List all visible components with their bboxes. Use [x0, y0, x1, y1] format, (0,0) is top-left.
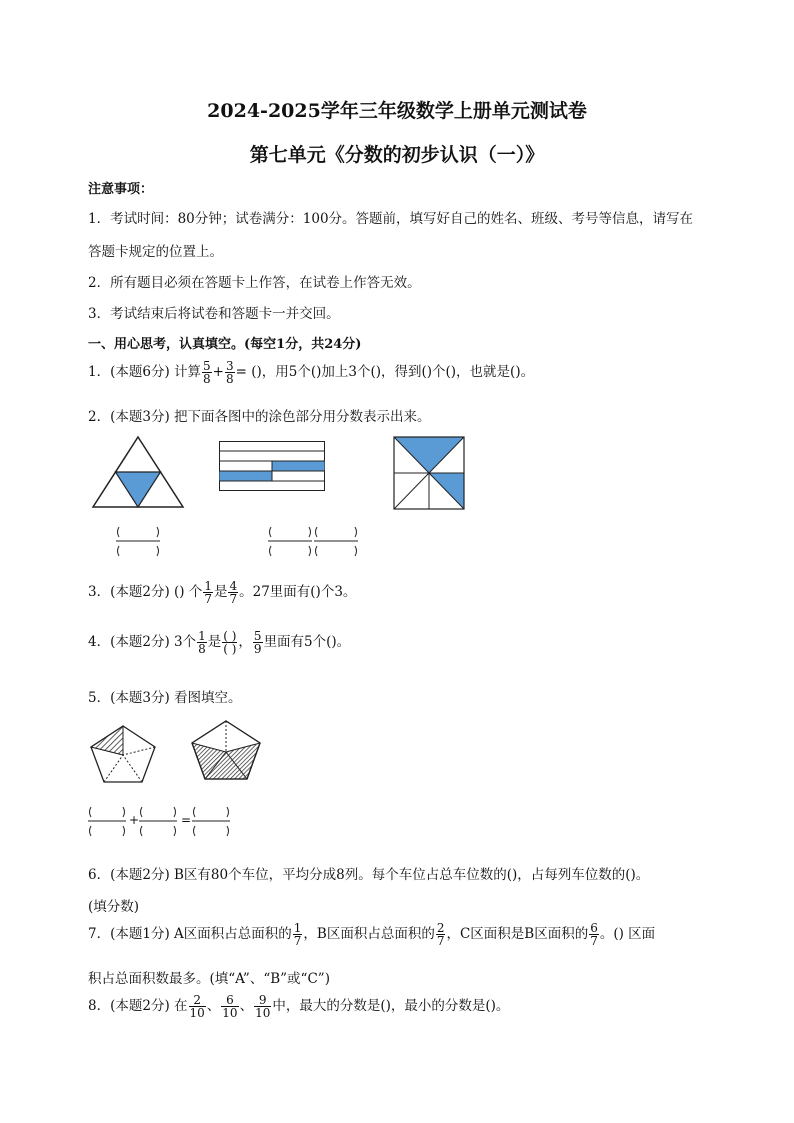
question-6b: (填分数)	[88, 899, 140, 915]
answer-blank-fraction	[268, 524, 314, 560]
question-3: 3．(本题2分) () 个 $\frac{1}{7}$ 是 $\frac{4}{7}$ 。27里面有()个3。	[88, 579, 357, 606]
question-8: 8．(本题2分) 在 $\frac{2}{10}$ 、 $\frac{6}{10}$ 、 $\frac{9}{10}$ 中，最大的分数是()，最小的分数是()。	[88, 993, 510, 1020]
answer-blank-fraction	[314, 524, 360, 560]
plus-sign: +	[129, 813, 140, 827]
notice-item-1b: 答题卡规定的位置上。	[88, 244, 223, 260]
notice-heading: 注意事项：	[88, 182, 154, 197]
question-2: 2．(本题3分) 把下面各图中的涂色部分用分数表示出来。	[88, 409, 431, 425]
equals-sign: =	[181, 813, 192, 827]
square-figure	[393, 436, 465, 510]
question-6a: 6．(本题2分) B区有80个车位，平均分成8列。每个车位占总车位数的()，占每列车位数的()。	[88, 867, 650, 883]
fraction: $\frac{5}{8}$	[203, 359, 211, 386]
notice-item-3: 3．考试结束后将试卷和答题卡一并交回。	[88, 306, 340, 322]
answer-blank-fraction	[88, 804, 128, 840]
question-4: 4．(本题2分) 3个 $\frac{1}{8}$ 是 $\frac{( )}{( )}$ ， $\frac{5}{9}$ 里面有5个()。	[88, 629, 351, 656]
fraction: $\frac{4}{7}$	[229, 579, 238, 606]
q1-prefix: 1．(本题6分) 计算	[88, 364, 202, 380]
fraction: $\frac{6}{10}$	[222, 993, 238, 1020]
fraction: $\frac{1}{7}$	[293, 921, 302, 948]
fraction: $\frac{3}{8}$	[225, 359, 234, 386]
page-subtitle: 第七单元《分数的初步认识（一）》	[249, 144, 545, 166]
notice-item-2: 2．所有题目必须在答题卡上作答，在试卷上作答无效。	[88, 275, 421, 291]
fraction: $\frac{6}{7}$	[590, 921, 598, 948]
question-7b: 积占总面积数最多。(填“A”、“B”或“C”)	[88, 971, 330, 987]
fraction: $\frac{1}{7}$	[204, 579, 212, 606]
rectangle-grid-figure	[219, 441, 325, 491]
fraction: $\frac{1}{8}$	[198, 629, 206, 656]
page-title: 2024-2025学年三年级数学上册单元测试卷	[207, 100, 587, 122]
section-1-heading: 一、用心思考，认真填空。(每空1分，共24分)	[88, 337, 362, 352]
question-5: 5．(本题3分) 看图填空。	[88, 690, 242, 706]
blank-fraction: $\frac{( )}{( )}$	[223, 629, 237, 656]
notice-item-1a: 1．考试时间：80分钟；试卷满分：100分。答题前，填写好自己的姓名、班级、考号等信息，请写在	[88, 211, 694, 227]
fraction: $\frac{2}{7}$	[436, 921, 445, 948]
answer-blank-fraction	[116, 524, 162, 560]
fraction: $\frac{2}{10}$	[189, 993, 205, 1020]
answer-blank-fraction	[139, 804, 179, 840]
question-7: 7．(本题1分) A区面积占总面积的 $\frac{1}{7}$ ，B区面积占总面积的 $\frac{2}{7}$ ，C区面积是B区面积的 $\frac{6}{7}$ 。() 区面	[88, 921, 656, 948]
q1-suffix: = ()，用5个()加上3个()，得到()个()，也就是()。	[235, 364, 535, 380]
fraction: $\frac{5}{9}$	[253, 629, 262, 656]
pentagon-figure-2	[191, 720, 261, 780]
fraction: $\frac{9}{10}$	[255, 993, 271, 1020]
pentagon-figure-1	[90, 725, 156, 783]
question-1: 1．(本题6分) 计算 $\frac{5}{8}$ + $\frac{3}{8}$ = ()，用5个()加上3个()，得到()个()，也就是()。	[88, 359, 535, 386]
triangle-figure	[92, 436, 184, 508]
answer-blank-fraction	[192, 804, 232, 840]
